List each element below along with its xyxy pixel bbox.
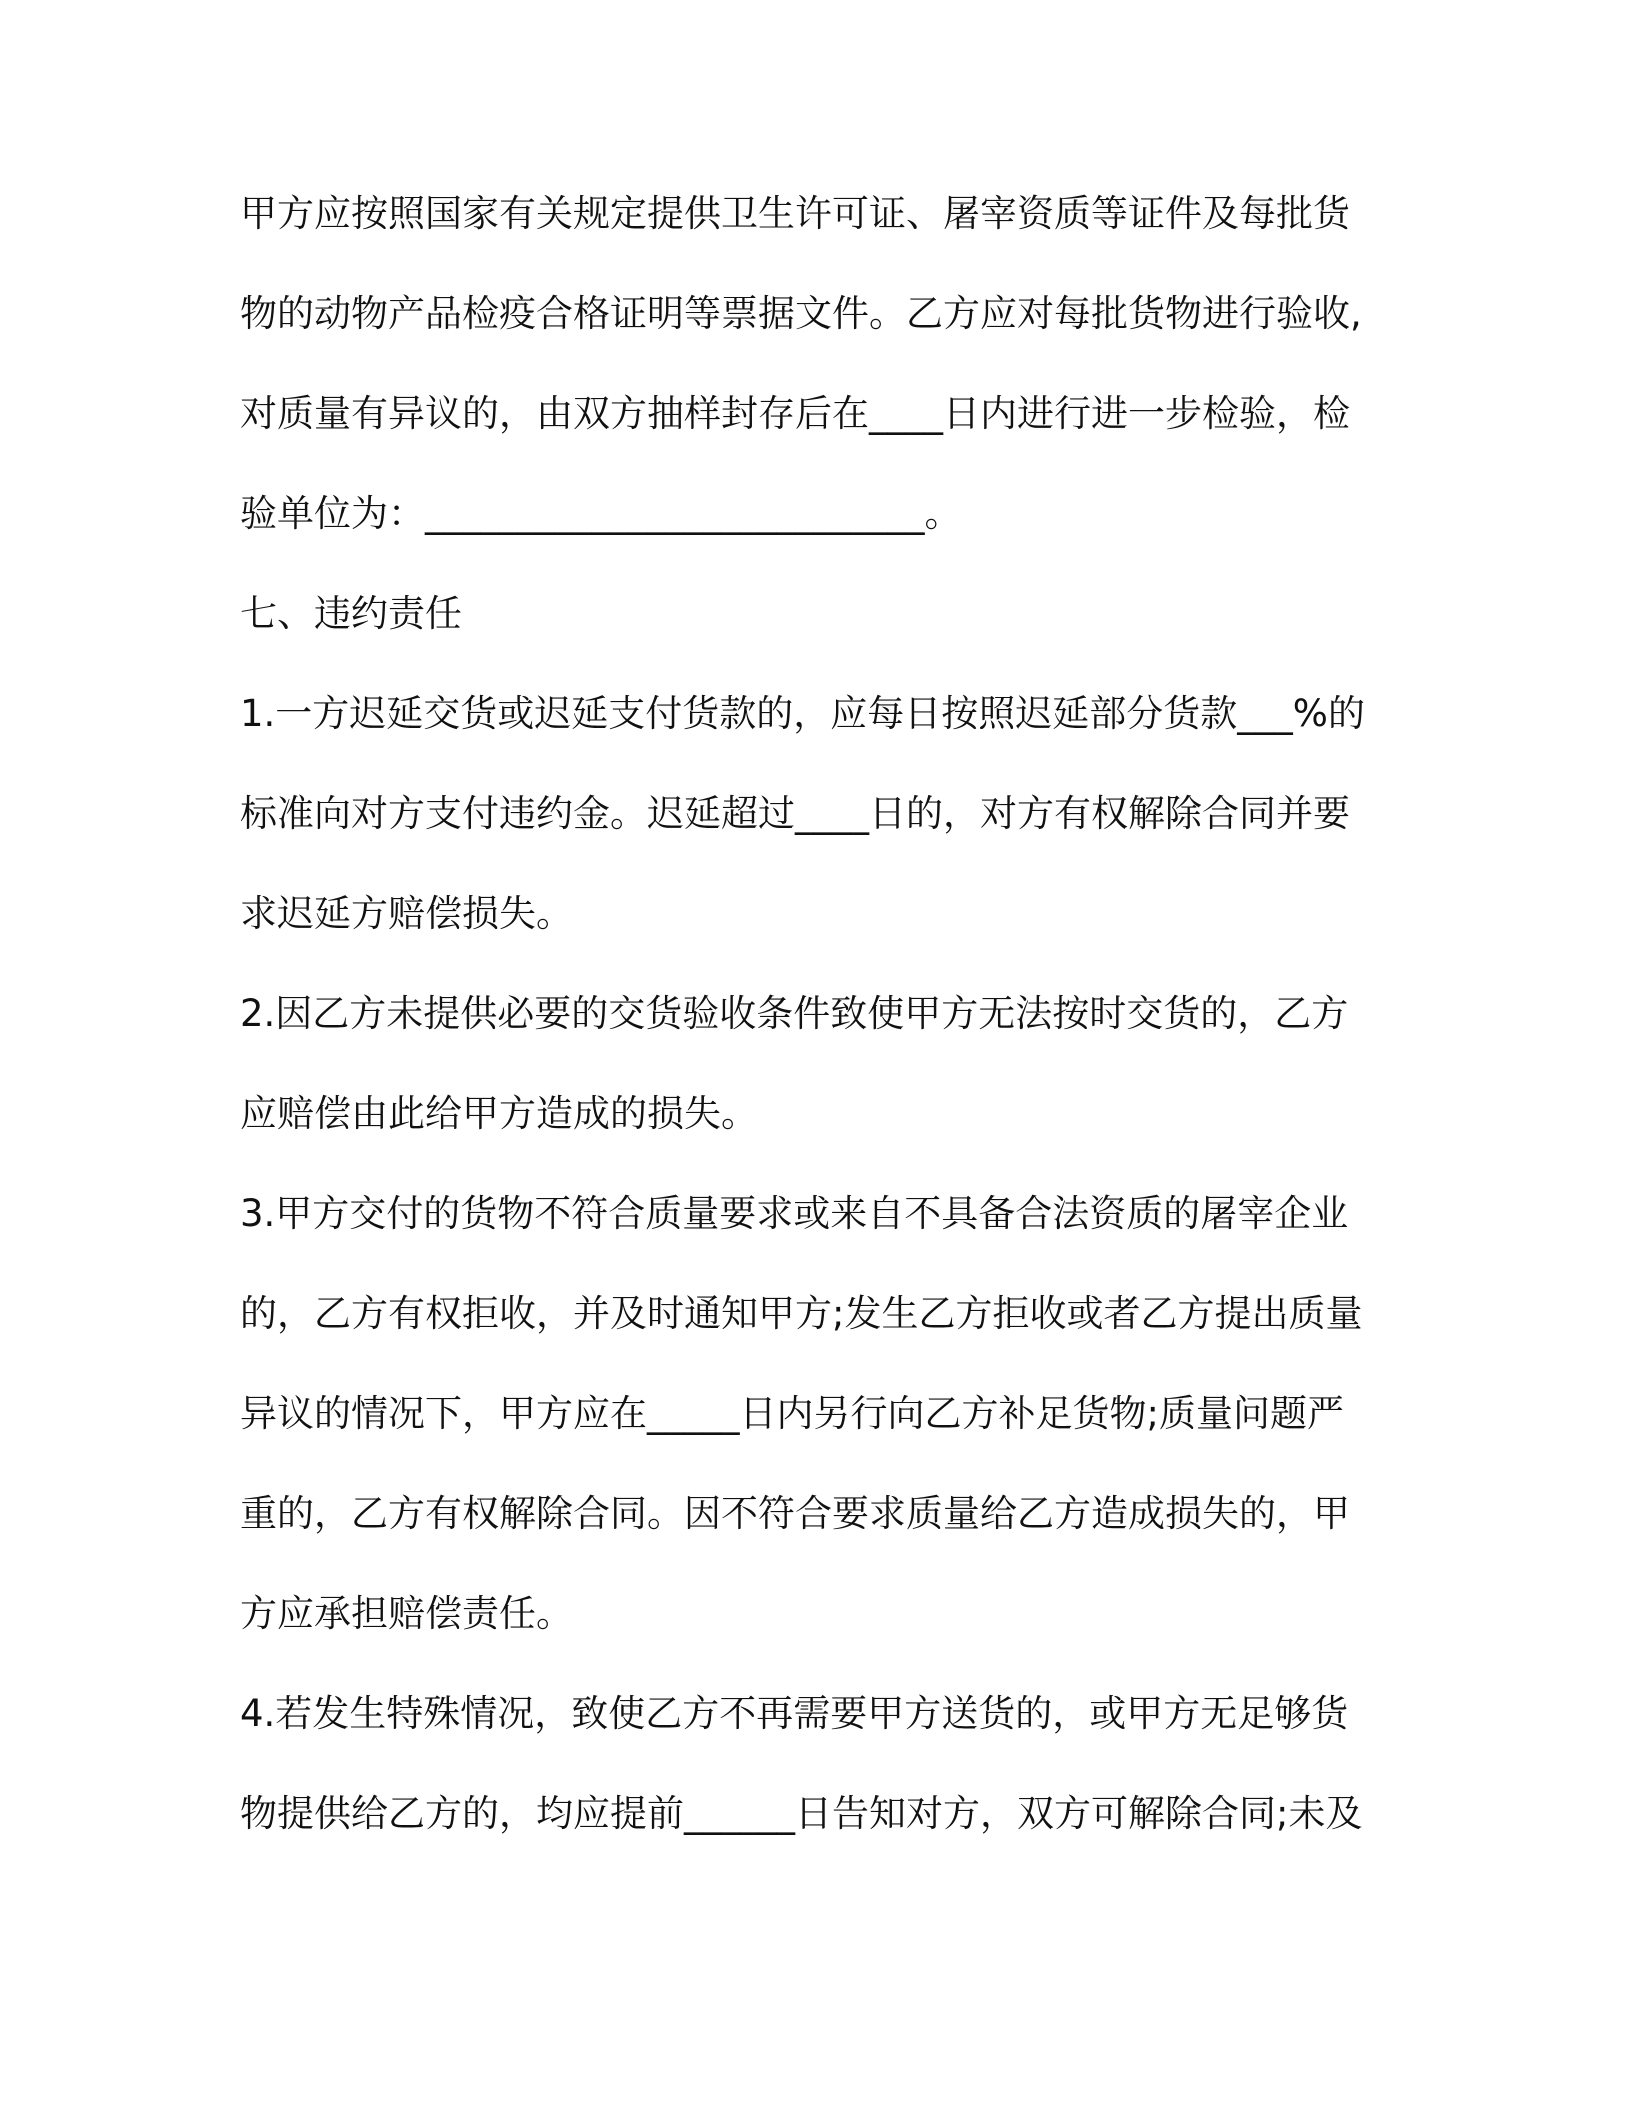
text-line: 2.因乙方未提供必要的交货验收条件致使甲方无法按时交货的，乙方 bbox=[240, 992, 1349, 1035]
text-line: 对质量有异议的，由双方抽样封存后在____日内进行进一步检验，检 bbox=[240, 392, 1350, 435]
text-line: 4.若发生特殊情况，致使乙方不再需要甲方送货的，或甲方无足够货 bbox=[240, 1692, 1349, 1735]
text-line: 物提供给乙方的，均应提前______日告知对方，双方可解除合同;未及 bbox=[240, 1792, 1363, 1835]
text-line: 重的，乙方有权解除合同。因不符合要求质量给乙方造成损失的，甲 bbox=[240, 1492, 1350, 1535]
text-line: 应赔偿由此给甲方造成的损失。 bbox=[240, 1092, 758, 1135]
text-line: 验单位为：___________________________。 bbox=[240, 492, 962, 535]
section-heading: 七、违约责任 bbox=[240, 592, 462, 635]
text-line: 3.甲方交付的货物不符合质量要求或来自不具备合法资质的屠宰企业 bbox=[240, 1192, 1349, 1235]
text-line: 标准向对方支付违约金。迟延超过____日的，对方有权解除合同并要 bbox=[240, 792, 1350, 835]
text-line: 方应承担赔偿责任。 bbox=[240, 1592, 573, 1635]
text-line: 异议的情况下，甲方应在_____日内另行向乙方补足货物;质量问题严 bbox=[240, 1392, 1344, 1435]
text-line: 的，乙方有权拒收，并及时通知甲方;发生乙方拒收或者乙方提出质量 bbox=[240, 1292, 1363, 1335]
text-line: 求迟延方赔偿损失。 bbox=[240, 892, 573, 935]
text-line: 甲方应按照国家有关规定提供卫生许可证、屠宰资质等证件及每批货 bbox=[240, 192, 1350, 235]
text-line: 物的动物产品检疫合格证明等票据文件。乙方应对每批货物进行验收, bbox=[240, 292, 1362, 335]
text-line: 1.一方迟延交货或迟延支付货款的，应每日按照迟延部分货款___%的 bbox=[240, 692, 1365, 735]
